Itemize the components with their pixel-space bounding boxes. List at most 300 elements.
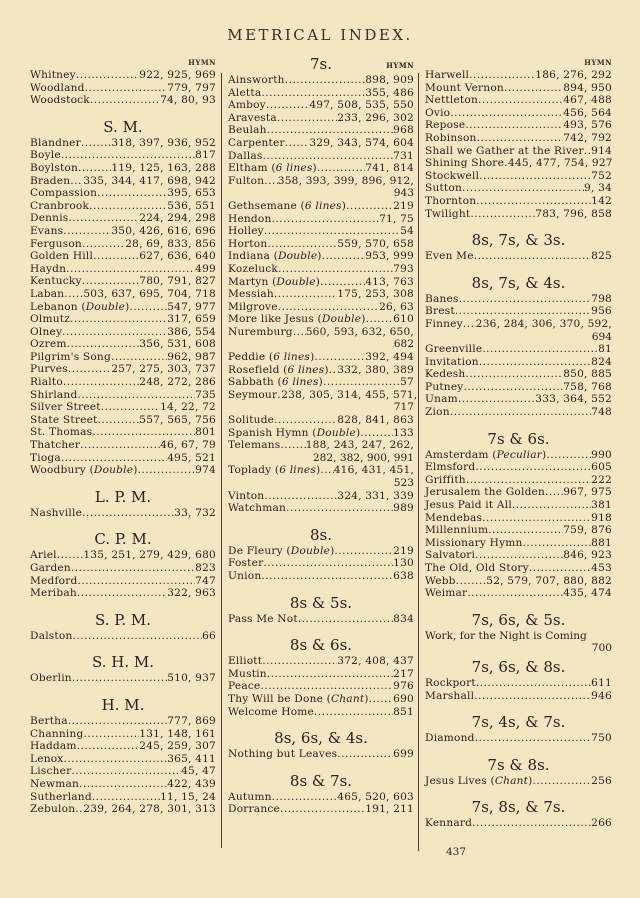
dot-leader [488,524,563,537]
tune-name [30,426,92,439]
index-entry [30,250,216,263]
hymn-numbers: 135, 251, 279, 429, 680 [83,549,216,562]
index-entry [228,545,414,558]
hymn-numbers: 416, 431, 451, [333,464,414,477]
dot-leader [545,486,563,499]
tune-name: De Fleury (Double) [228,544,335,557]
hymn-numbers: 365, 411 [167,752,216,765]
dot-leader [467,587,563,600]
tune-name [30,401,101,414]
tune-name-text: Repose [425,119,466,132]
tune-name [425,145,584,158]
section-heading [228,525,414,545]
tune-name [228,668,267,681]
tune-name-text: Nuremburg [228,325,293,338]
tune-name-text: Marshall [425,689,475,702]
tune-name-text: Beulah [228,124,267,137]
index-entry [30,728,216,741]
index-entry [425,82,612,95]
index-entry [30,389,216,402]
tune-name-text: Horton [228,237,268,250]
dot-leader [458,393,535,406]
section-heading [30,117,216,137]
dot-leader [83,728,139,741]
hymn-numbers: 233, 296, 302 [337,111,414,124]
hymn-numbers: 503, 637, 695, 704, 718 [83,287,216,300]
hymn-numbers-continued: 282, 382, 900, 991 [312,451,414,464]
dot-leader [90,94,160,107]
tune-name-text: Putney [425,380,464,393]
dot-leader [463,318,476,331]
dot-leader [477,132,564,145]
tune-name-text: Jesus Lives [425,774,487,787]
tune-name-text: Spanish Hymn [228,426,309,439]
tune-name-text: Zebulon [30,803,76,816]
tune-name-text: Rosefield [228,363,280,376]
hymn-numbers: 219 [393,544,414,557]
tune-name-text: Peddie [228,351,266,364]
dot-leader [474,690,591,703]
dot-leader [337,748,393,761]
tune-qualifier: 6 lines [279,464,316,477]
dot-leader [464,381,564,394]
index-entry [30,137,216,150]
hymn-numbers: 238, 305, 314, 455, 571, [281,388,418,401]
dot-leader [98,414,140,427]
index-entry [228,668,414,681]
index-column-right [425,56,612,830]
hymn-numbers: 914 [591,144,612,157]
tune-name [228,301,278,314]
dot-leader [285,137,310,150]
index-entry [425,524,612,537]
tune-name-text: Even Me [425,250,474,263]
index-entry [228,288,414,301]
tune-name [30,225,63,238]
tune-name-text: Harwell [425,69,470,81]
index-column-left [30,56,216,816]
index-entry [228,137,414,150]
hymn-numbers: 435, 474 [563,587,612,600]
tune-name-text: Webb [425,574,456,587]
tune-name: Jesus Lives (Chant) [425,774,533,787]
index-entry [228,150,414,163]
tune-name-text: Silver Street [30,401,101,414]
dot-leader [64,288,83,301]
tune-name-text: Boyle [30,149,61,162]
dot-leader [474,250,591,263]
dot-leader [85,82,168,95]
tune-name-text: Unam [425,393,458,406]
tune-qualifier: Chant [494,774,529,787]
tune-name [228,238,267,251]
section-heading-text: 8s, 7s, & 3s. [471,231,566,250]
tune-name-text: Haydn [30,262,67,275]
tune-name [228,791,272,804]
dot-leader [267,124,394,137]
tune-name-text: Indiana [228,250,271,263]
tune-name-text: Sabbath [228,376,274,389]
tune-name [425,537,523,550]
tune-name-text: Lischer [30,765,72,778]
hymn-numbers: 828, 841, 863 [337,414,414,427]
dot-leader [366,313,394,326]
hymn-numbers: 453 [591,562,612,574]
tune-name [425,195,476,208]
tune-name [30,549,57,562]
tune-name [30,351,111,364]
index-entry [30,414,216,427]
hymn-numbers: 759, 876 [563,524,612,537]
hymn-numbers: 817 [195,149,216,162]
index-entry [228,225,414,238]
index-entry [425,356,612,369]
tune-name-text: Evans [30,224,64,237]
tune-name [30,338,67,351]
hymn-numbers: 748 [591,406,612,419]
hymn-numbers: 735 [195,388,216,401]
index-entry [425,499,612,512]
hymn-numbers: 777, 869 [167,714,216,727]
dot-leader [455,305,591,318]
tune-name [30,326,62,339]
index-entry [425,474,612,487]
dot-leader [76,69,139,82]
tune-name-text: Kozeluck [228,262,279,275]
dot-leader [479,356,591,369]
index-entry [30,803,216,816]
tune-name-text: Lebanon [30,300,78,313]
tune-name [425,461,475,474]
hymn-numbers: 559, 570, 658 [337,237,414,250]
hymn-numbers: 611 [591,676,612,689]
hymn-numbers: 324, 331, 339 [337,489,414,502]
dot-leader [138,464,196,477]
tune-name-text: Fulton [228,174,265,187]
dot-leader [82,275,140,288]
dot-leader [63,376,139,389]
tune-qualifier: Double [277,250,318,263]
tune-name-text: Peace [228,680,261,693]
tune-name-text: Olney [30,325,63,338]
hymn-numbers: 329, 343, 574, 604 [309,136,414,149]
dot-leader [298,613,393,626]
tune-name-text: Kentucky [30,275,82,288]
tune-name [30,753,63,766]
index-entry [30,313,216,326]
dot-leader [469,69,535,82]
tune-name [30,149,61,162]
tune-name-text: Milgrove [228,300,278,313]
dot-leader [329,364,338,377]
hymn-numbers: 119, 125, 163, 288 [111,161,216,174]
tune-name-text: Ovio [425,106,451,119]
index-entry [228,301,414,314]
tune-name-text: Dorrance [228,803,280,816]
hymn-column-label: HYMN [188,58,216,67]
dot-leader [92,426,195,439]
tune-name [30,288,64,301]
hymn-numbers: 605 [591,461,612,474]
tune-name [425,305,455,318]
tune-name [30,740,77,753]
dot-leader [61,149,195,162]
tune-name [30,187,97,200]
index-entry [30,791,216,804]
hymn-numbers: 245, 259, 307 [139,740,216,753]
dot-leader [78,162,111,175]
section-heading [228,771,414,791]
section-heading-text: 8s, 6s, & 4s. [274,729,368,748]
index-entry [30,401,216,414]
hymn-column-label: HYMN [386,61,414,70]
tune-name [228,112,277,125]
dot-leader [278,263,393,276]
section-heading [425,429,612,449]
tune-qualifier: Chant [330,692,365,705]
tune-qualifier: 6 lines [273,351,311,364]
tune-name-text: Salvatori [425,549,476,562]
index-entry [425,368,612,381]
index-entry [228,680,414,693]
index-entry [30,351,216,364]
dot-leader [77,587,167,600]
tune-name [425,817,472,830]
index-entry [425,318,612,331]
tune-name-text: Elliott [228,655,263,668]
tune-name [425,690,474,703]
dot-leader [529,562,591,575]
hymn-numbers: 953, 999 [365,250,414,263]
dot-leader [322,250,366,263]
hymn-numbers: 824 [591,355,612,368]
dot-leader [504,82,563,95]
index-entry [30,212,216,225]
tune-name-text: Woodbury [30,464,86,477]
section-heading-text: H. M. [101,695,145,714]
tune-name-text: Dalston [30,629,73,642]
tune-name [425,82,504,95]
tune-name [30,562,71,575]
tune-name-text: Amboy [228,99,266,112]
index-entry [425,677,612,690]
dot-leader [101,401,160,414]
dot-leader [66,263,195,276]
hymn-numbers: 52, 579, 707, 880, 882 [486,574,612,587]
tune-name [228,439,280,452]
hymn-numbers: 256 [591,774,612,787]
dot-leader [274,414,337,427]
index-entry [30,778,216,791]
index-entry [228,388,418,402]
hymn-numbers: 142 [591,194,612,207]
dot-leader [314,706,393,719]
hymn-numbers: 133 [393,426,414,439]
hymn-numbers: 742, 792 [563,131,612,144]
tune-name-text: Diamond [425,732,475,745]
dot-leader [465,368,563,381]
dot-leader [475,732,592,745]
tune-name-text: Aravesta [228,111,277,124]
tune-name [30,238,82,251]
section-heading-text: S. M. [103,117,143,136]
tune-name-text: Watchman [228,502,287,515]
tune-name [30,575,77,588]
index-entry [30,587,216,600]
hymn-numbers-continued: 523 [393,477,414,489]
section-heading [425,712,612,732]
column-divider [221,73,222,848]
tune-name-text: Finney [425,317,463,330]
tune-name-text: Braden [30,174,71,187]
hymn-numbers: 846, 923 [563,549,612,562]
tune-qualifier: 6 lines [275,162,313,175]
tune-name-text: Foster [228,557,264,570]
hymn-numbers: 747 [195,574,216,587]
dot-leader [97,187,167,200]
hymn-numbers: 71, 75 [379,212,414,225]
tune-name [30,263,66,276]
hymn-numbers: 11, 15, 24 [160,790,216,803]
section-heading-text: S. H. M. [91,653,155,672]
tune-name-text: Whitney [30,69,76,81]
tune-name-text: Holley [228,225,264,238]
index-entry [425,132,612,145]
tune-qualifier: Double [290,544,331,557]
dot-leader [261,570,393,583]
hymn-numbers-continued: 682 [393,338,414,351]
hymn-numbers: 350, 426, 616, 696 [111,224,216,237]
tune-name [228,655,262,668]
tune-name [228,326,293,339]
tune-name: Martyn (Double) [228,275,321,288]
hymn-numbers: 445, 477, 754, 927 [508,157,613,170]
tune-name-text: Nashville [30,506,83,519]
section-heading-text: 8s, 7s, & 4s. [471,273,566,292]
section-heading [425,657,612,677]
tune-name [228,613,298,626]
index-entry [228,213,414,226]
dot-leader [77,389,195,402]
tune-name [228,74,285,87]
tune-name-text: Cranbrook [30,199,90,212]
dot-leader [73,630,203,643]
section-heading [30,695,216,715]
index-entry [30,715,216,728]
index-entry [425,732,612,745]
tune-name: Peddie (6 lines) [228,351,315,364]
hymn-numbers: 188, 243, 247, 262, [305,439,414,452]
tune-name-text: State Street [30,413,98,426]
index-entry [30,549,216,562]
dot-leader [263,557,393,570]
hymn-numbers: 54 [400,225,414,238]
section-heading-text: 8s & 6s. [289,636,353,655]
tune-name-text: Pilgrim's Song [30,350,111,363]
tune-name [228,137,285,150]
hymn-numbers: 510, 937 [167,672,216,685]
dot-leader [459,293,592,306]
tune-name [425,393,458,406]
tune-name [425,157,504,170]
index-entry: Work, for the Night is Coming [425,629,587,642]
dot-leader [277,112,337,125]
tune-name-text: Pass Me Not [228,612,298,625]
section-heading [425,610,612,630]
tune-name-text: Compassion [30,187,98,200]
hymn-numbers: 956 [591,305,612,318]
hymn-numbers: 26, 63 [379,300,414,313]
hymn-numbers: 224, 294, 298 [139,212,216,225]
tune-name [30,778,79,791]
index-entry [30,94,216,107]
tune-name-text: Golden Hill [30,250,94,263]
tune-name [30,313,70,326]
dot-leader [584,145,591,158]
index-entry [425,537,612,550]
hymn-numbers: 638 [393,569,414,582]
tune-name: Gethsemane (6 lines) [228,199,347,212]
hymn-numbers: 467, 488 [563,94,612,107]
dot-leader [70,175,83,188]
dot-leader [475,549,563,562]
tune-name [30,439,80,452]
dot-leader [266,99,309,112]
dot-leader [478,94,563,107]
tune-name [30,414,98,427]
tune-name [228,175,264,188]
dot-leader [278,301,379,314]
hymn-numbers: 386, 554 [167,325,216,338]
index-entry [228,263,414,276]
dot-leader [63,225,111,238]
hymn-numbers: 355, 486 [365,86,414,99]
dot-leader [82,238,125,251]
tune-name [30,137,81,150]
index-entry [228,313,414,326]
dot-leader [81,137,111,150]
tune-name-text: Ferguson [30,237,82,250]
index-entry [30,672,216,685]
tune-name-text: De Fleury [228,544,283,557]
dot-leader [267,238,337,251]
tune-name-text: Messiah [228,288,274,301]
tune-name [425,293,459,306]
hymn-numbers: 741, 814 [365,162,414,175]
index-entry [228,693,414,706]
dot-leader [71,765,181,778]
dot-leader [450,107,563,120]
hymn-numbers: 358, 393, 399, 896, 912, [277,174,414,187]
dot-leader [68,363,111,376]
tune-name-text: Haddam [30,740,77,753]
tune-name-text: Invitation [425,355,479,368]
hymn-numbers: 560, 593, 632, 650, [305,325,414,338]
index-entry [228,200,414,213]
dot-leader [262,655,337,668]
index-entry [425,119,612,132]
index-entry [30,263,216,276]
index-entry [228,427,414,440]
tune-name [228,414,274,427]
hymn-numbers: 130 [393,557,414,570]
index-entry [228,791,414,804]
tune-name [228,557,263,570]
tune-name-text: Sutton [425,182,462,195]
tune-name [425,94,478,107]
tune-name [30,200,89,213]
tune-qualifier: Double [316,426,356,439]
